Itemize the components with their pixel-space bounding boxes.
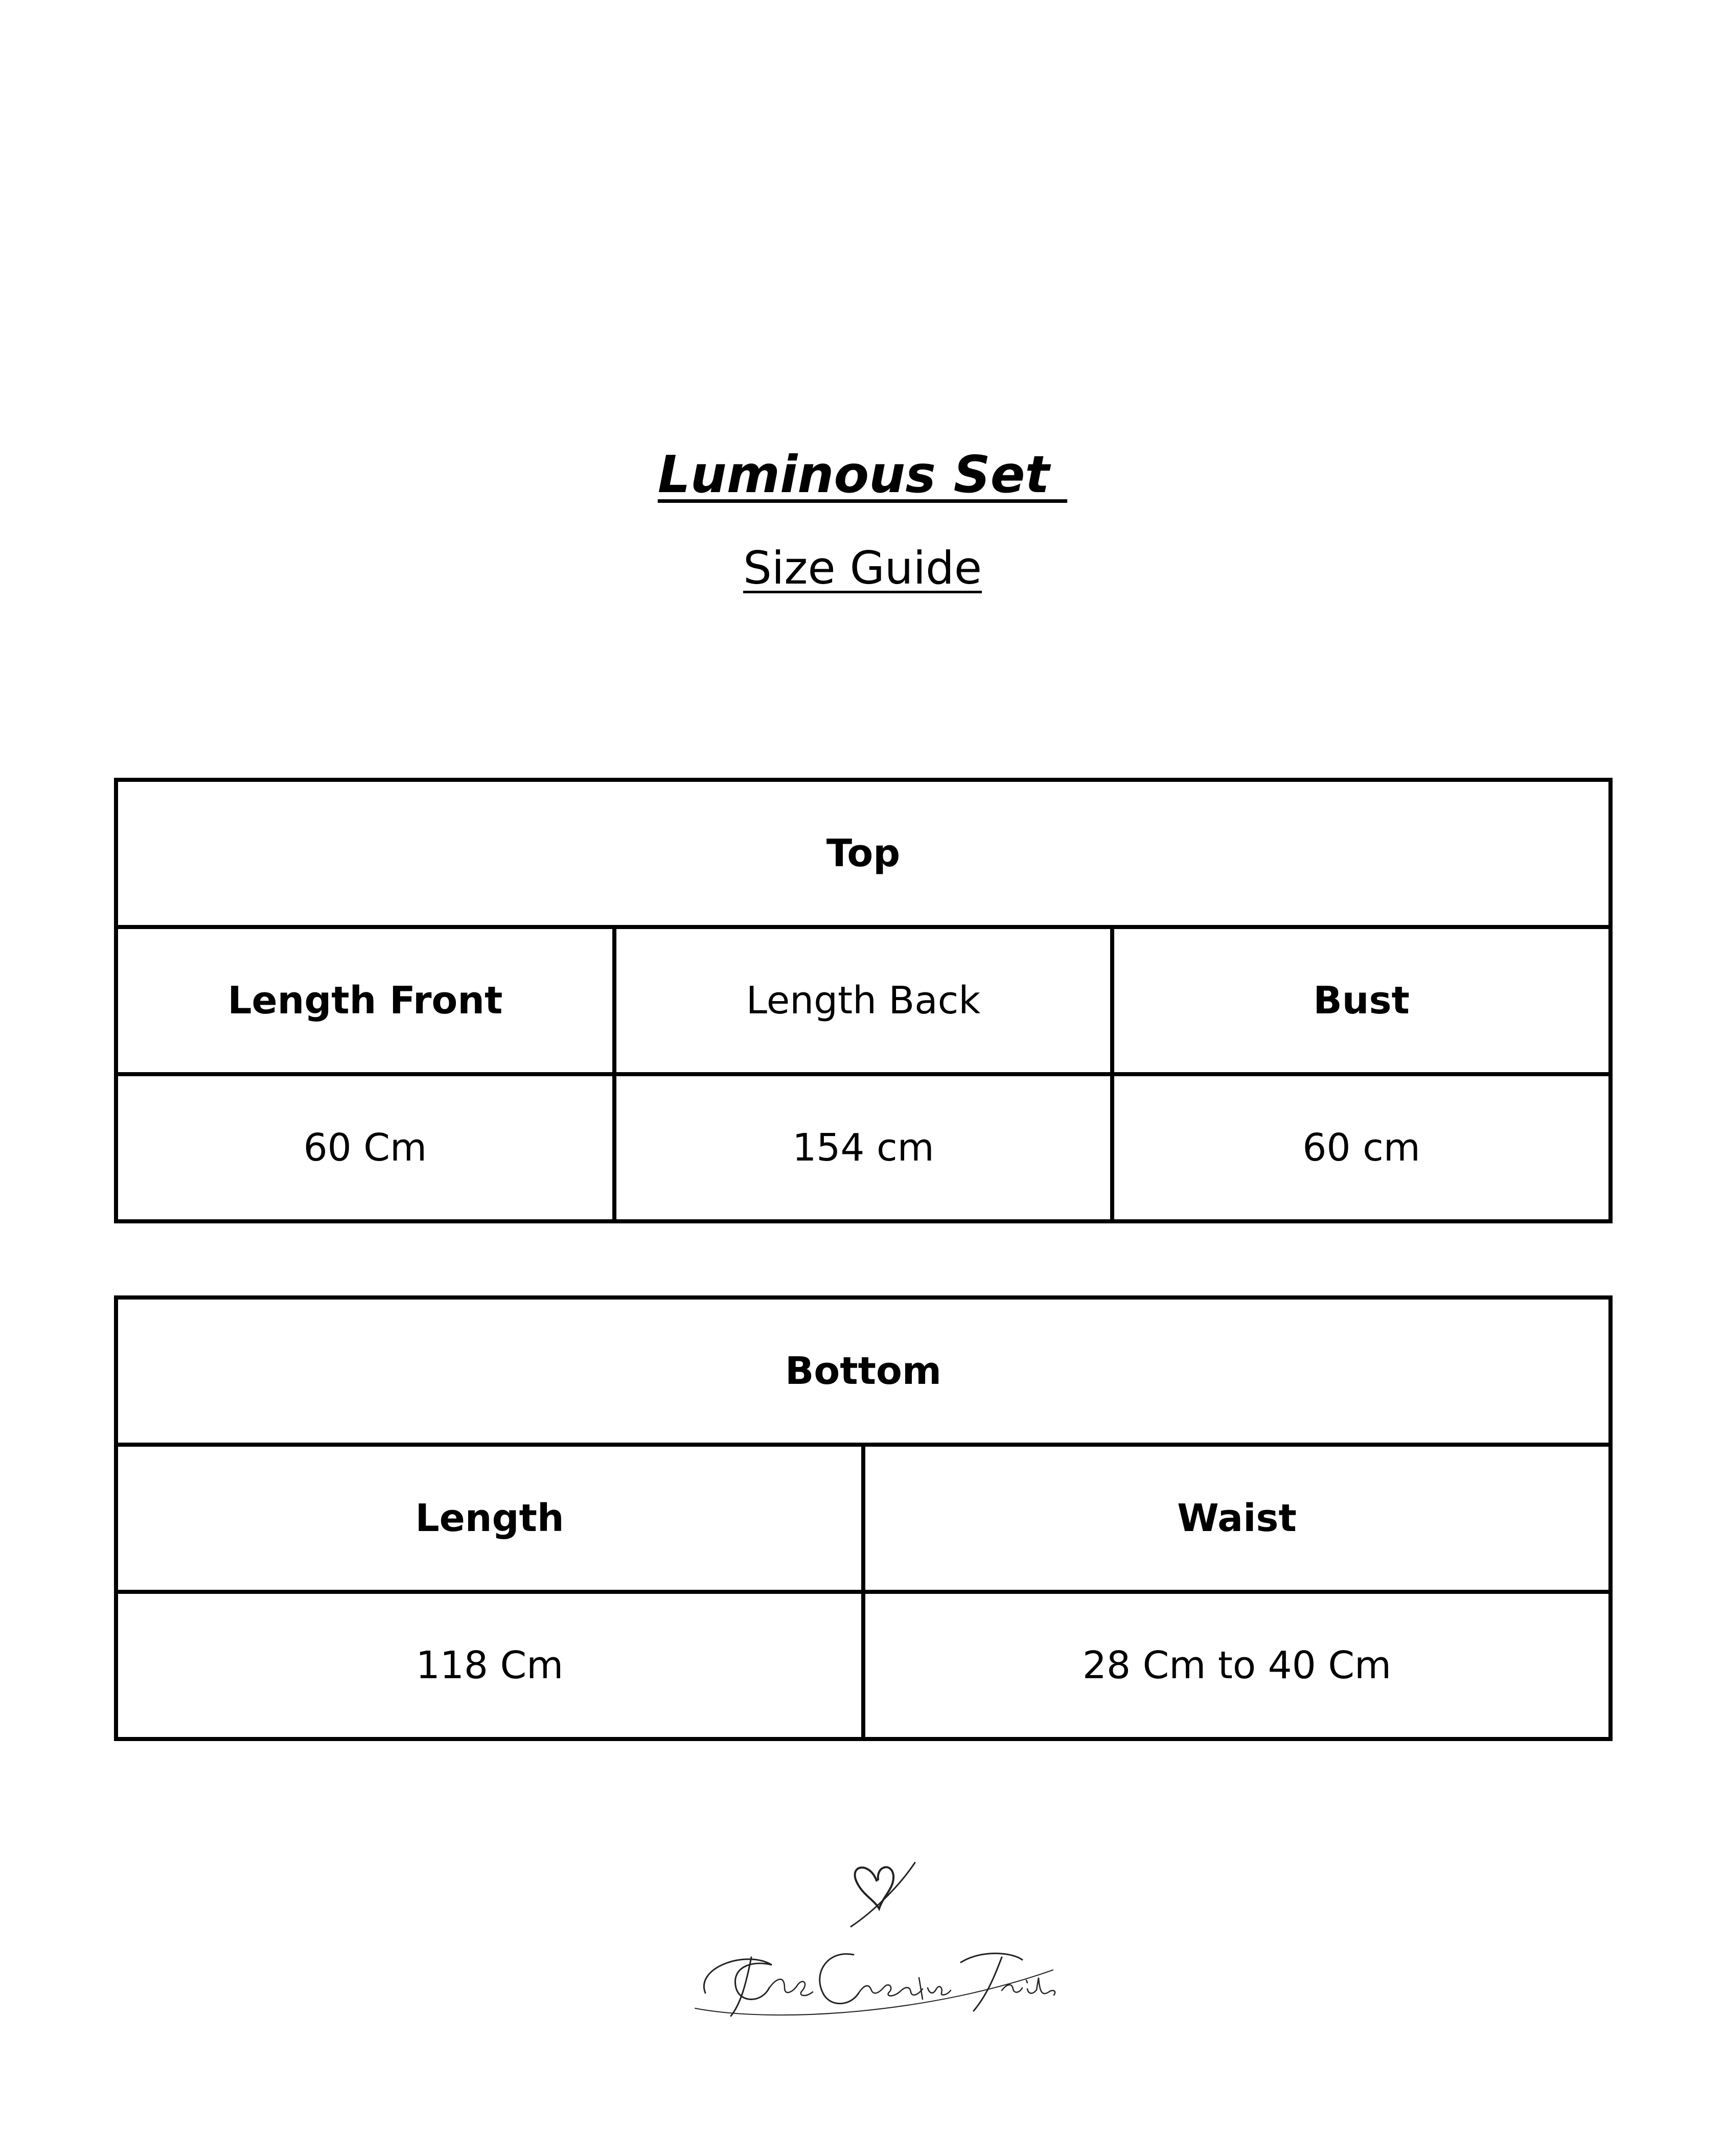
bottom-size-table xyxy=(114,1295,1613,1741)
table-row xyxy=(116,1445,1611,1592)
heart-icon xyxy=(851,1863,915,1927)
bottom-table-heading: Bottom xyxy=(116,1297,1611,1445)
table-row xyxy=(116,927,1611,1074)
brand-logo-graphic xyxy=(675,1840,1084,2054)
column-header-length-back: Length Back xyxy=(614,927,1113,1074)
column-header-waist: Waist xyxy=(863,1445,1611,1592)
column-header-length: Length xyxy=(116,1445,863,1592)
value-length-back: 154 cm xyxy=(614,1074,1113,1221)
value-bust: 60 cm xyxy=(1112,1074,1611,1221)
value-length-front: 60 Cm xyxy=(116,1074,614,1221)
brand-wordmark xyxy=(695,1954,1055,2016)
value-waist: 28 Cm to 40 Cm xyxy=(863,1592,1611,1739)
top-table-heading: Top xyxy=(116,780,1611,927)
table-row xyxy=(116,1592,1611,1739)
value-length: 118 Cm xyxy=(116,1592,863,1739)
brand-logo xyxy=(675,1840,1084,2054)
page-title: Luminous Set xyxy=(657,445,1068,504)
table-header-row xyxy=(116,780,1611,927)
top-size-table xyxy=(114,778,1613,1223)
page-subtitle: Size Guide xyxy=(743,542,982,594)
column-header-bust: Bust xyxy=(1112,927,1611,1074)
table-row xyxy=(116,1074,1611,1221)
table-header-row xyxy=(116,1297,1611,1445)
column-header-length-front: Length Front xyxy=(116,927,614,1074)
